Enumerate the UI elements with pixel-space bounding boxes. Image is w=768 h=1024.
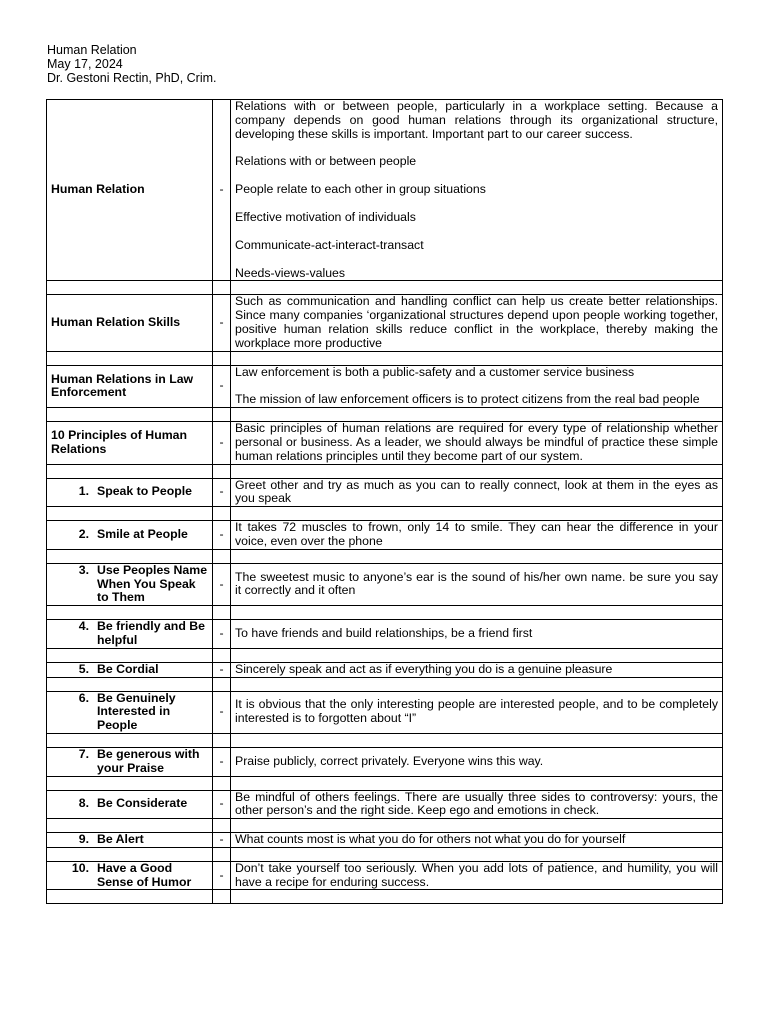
- separator-dash: -: [213, 295, 231, 351]
- separator-dash: -: [213, 662, 231, 677]
- principle-row: [47, 662, 723, 677]
- empty-cell: [213, 776, 231, 790]
- document-date: May 17, 2024: [47, 57, 123, 71]
- numbered-item: [51, 564, 208, 605]
- spacer-row: [47, 351, 723, 365]
- principle-title: Smile at People: [97, 527, 188, 542]
- principle-term-cell: [47, 478, 213, 507]
- spacer-row: [47, 606, 723, 620]
- empty-cell: [47, 507, 213, 521]
- spacer-row: [47, 819, 723, 833]
- principle-term-cell: [47, 521, 213, 550]
- definition-paragraph: Effective motivation of individuals: [235, 209, 416, 224]
- separator-dash: -: [213, 563, 231, 605]
- empty-cell: [231, 776, 723, 790]
- definition-paragraph: Communicate-act-interact-transact: [235, 237, 424, 252]
- principle-number: 9.: [78, 832, 89, 847]
- empty-cell: [47, 847, 213, 861]
- principle-row: [47, 620, 723, 649]
- principle-title: Be Alert: [97, 832, 144, 847]
- empty-cell: [47, 606, 213, 620]
- principle-row: [47, 521, 723, 550]
- separator-dash: -: [213, 691, 231, 733]
- empty-cell: [231, 890, 723, 904]
- empty-cell: [231, 408, 723, 422]
- principle-definition: What counts most is what you do for others not what you do for yourself: [231, 833, 723, 848]
- principle-term-cell: [47, 861, 213, 890]
- principle-row: [47, 478, 723, 507]
- empty-cell: [231, 677, 723, 691]
- document-author: Dr. Gestoni Rectin, PhD, Crim.: [47, 71, 217, 85]
- principle-definition: It is obvious that the only interesting people are interested people, and to be completely interested is to forgotten about “I”: [231, 691, 723, 733]
- empty-cell: [231, 606, 723, 620]
- principle-number: 8.: [78, 796, 89, 811]
- empty-cell: [213, 677, 231, 691]
- principle-definition: Praise publicly, correct privately. Everyone wins this way.: [231, 747, 723, 776]
- empty-cell: [47, 351, 213, 365]
- empty-cell: [47, 776, 213, 790]
- definition-cell: [231, 295, 723, 351]
- document-title: Human Relation: [47, 43, 137, 57]
- empty-cell: [213, 890, 231, 904]
- principle-number: 10.: [71, 860, 89, 875]
- empty-cell: [231, 549, 723, 563]
- principle-term-cell: [47, 790, 213, 819]
- principle-definition: It takes 72 muscles to frown, only 14 to smile. They can hear the difference in your voice, even over the phone: [231, 521, 723, 550]
- empty-cell: [213, 648, 231, 662]
- definition-paragraph: People relate to each other in group situations: [235, 182, 486, 197]
- principle-row: [47, 747, 723, 776]
- definition-paragraph: The mission of law enforcement officers is to protect citizens from the real bad people: [235, 392, 700, 407]
- spacer-row: [47, 776, 723, 790]
- numbered-item: [51, 862, 208, 890]
- separator-dash: -: [213, 833, 231, 848]
- principle-definition: The sweetest music to anyone’s ear is the sound of his/her own name. be sure you say it correctly and it often: [231, 563, 723, 605]
- definition-row: [47, 422, 723, 464]
- principle-title: Be friendly and Be helpful: [97, 619, 205, 647]
- principle-term-cell: [47, 691, 213, 733]
- principle-term-cell: [47, 563, 213, 605]
- empty-cell: [231, 733, 723, 747]
- principle-term-cell: [47, 662, 213, 677]
- definition-row: [47, 365, 723, 408]
- empty-cell: [213, 606, 231, 620]
- empty-cell: [231, 507, 723, 521]
- term-cell: Human Relation Skills: [47, 295, 213, 351]
- term-cell: Human Relations in Law Enforcement: [47, 365, 213, 408]
- empty-cell: [213, 847, 231, 861]
- separator-dash: -: [213, 790, 231, 819]
- definition-paragraph: Law enforcement is both a public-safety and a customer service business: [235, 364, 635, 379]
- principle-definition: Be mindful of others feelings. There are usually three sides to controversy: yours, the other person’s and the right side. Keep ego and emotions in check.: [231, 790, 723, 819]
- principle-row: [47, 563, 723, 605]
- definition-paragraph: Needs-views-values: [235, 265, 346, 280]
- definition-cell: [231, 365, 723, 408]
- empty-cell: [213, 408, 231, 422]
- term-cell: Human Relation: [47, 100, 213, 281]
- empty-cell: [213, 351, 231, 365]
- separator-dash: -: [213, 478, 231, 507]
- empty-cell: [47, 819, 213, 833]
- empty-cell: [47, 733, 213, 747]
- empty-cell: [213, 281, 231, 295]
- term-cell: 10 Principles of Human Relations: [47, 422, 213, 464]
- empty-cell: [47, 408, 213, 422]
- definition-paragraph: Such as communication and handling conflict can help us create better relationships. Since many companies ‘organizational structures depend upon people working together, positive human relation skills reduce conflict in the workplace, thereby making the workplace more productive: [235, 294, 718, 350]
- spacer-row: [47, 890, 723, 904]
- empty-cell: [213, 819, 231, 833]
- principle-title: Use Peoples Name When You Speak to Them: [97, 562, 208, 605]
- principle-term-cell: [47, 747, 213, 776]
- numbered-item: [51, 663, 208, 677]
- empty-cell: [213, 507, 231, 521]
- principle-row: [47, 833, 723, 848]
- definition-paragraph: Relations with or between people: [235, 154, 417, 169]
- empty-cell: [231, 351, 723, 365]
- empty-cell: [47, 677, 213, 691]
- spacer-row: [47, 677, 723, 691]
- empty-cell: [213, 464, 231, 478]
- empty-cell: [47, 890, 213, 904]
- principle-number: 6.: [78, 690, 89, 705]
- empty-cell: [47, 549, 213, 563]
- empty-cell: [231, 281, 723, 295]
- numbered-item: [51, 833, 208, 847]
- principle-term-cell: [47, 833, 213, 848]
- spacer-row: [47, 648, 723, 662]
- principle-title: Have a Good Sense of Humor: [97, 860, 192, 889]
- principle-term-cell: [47, 620, 213, 649]
- spacer-row: [47, 281, 723, 295]
- document-header: [47, 43, 217, 85]
- empty-cell: [213, 549, 231, 563]
- definitions-table: [46, 99, 723, 904]
- principle-definition: Greet other and try as much as you can to really connect, look at them in the eyes as you speak: [231, 478, 723, 507]
- principle-number: 1.: [78, 484, 89, 499]
- definition-cell: [231, 422, 723, 464]
- spacer-row: [47, 847, 723, 861]
- definition-paragraph: Basic principles of human relations are required for every type of relationship whether personal or business. As a leader, we should always be mindful of practice these simple human relations principles until they become part of our system.: [235, 421, 718, 463]
- definition-paragraph: Relations with or between people, particularly in a workplace setting. Because a company depends on good human relations through its organizational structure, developing these skills is important. Important part to our career success.: [235, 99, 718, 141]
- principle-title: Be Cordial: [97, 661, 159, 676]
- empty-cell: [231, 648, 723, 662]
- numbered-item: [51, 620, 208, 648]
- principle-definition: To have friends and build relationships, be a friend first: [231, 620, 723, 649]
- empty-cell: [47, 648, 213, 662]
- empty-cell: [231, 847, 723, 861]
- empty-cell: [231, 464, 723, 478]
- numbered-item: [51, 485, 208, 499]
- principle-row: [47, 790, 723, 819]
- separator-dash: -: [213, 747, 231, 776]
- principle-title: Be Considerate: [97, 796, 188, 811]
- empty-cell: [231, 819, 723, 833]
- separator-dash: -: [213, 365, 231, 408]
- principle-number: 7.: [78, 746, 89, 761]
- principle-definition: Don’t take yourself too seriously. When you add lots of patience, and humility, you will have a recipe for enduring success.: [231, 861, 723, 890]
- principle-number: 2.: [78, 527, 89, 542]
- principle-title: Be generous with your Praise: [97, 746, 200, 775]
- separator-dash: -: [213, 620, 231, 649]
- principle-number: 4.: [78, 619, 89, 634]
- numbered-item: [51, 528, 208, 542]
- principle-number: 3.: [78, 562, 89, 577]
- empty-cell: [213, 733, 231, 747]
- separator-dash: -: [213, 422, 231, 464]
- principle-definition: Sincerely speak and act as if everything you do is a genuine pleasure: [231, 662, 723, 677]
- principle-title: Speak to People: [97, 484, 192, 499]
- numbered-item: [51, 748, 208, 776]
- separator-dash: -: [213, 861, 231, 890]
- principle-row: [47, 861, 723, 890]
- numbered-item: [51, 797, 208, 811]
- definition-row: [47, 100, 723, 281]
- numbered-item: [51, 692, 208, 733]
- principle-row: [47, 691, 723, 733]
- principle-title: Be Genuinely Interested in People: [97, 690, 176, 733]
- separator-dash: -: [213, 521, 231, 550]
- definition-row: [47, 295, 723, 351]
- spacer-row: [47, 733, 723, 747]
- definition-cell: [231, 100, 723, 281]
- principle-number: 5.: [78, 661, 89, 676]
- spacer-row: [47, 408, 723, 422]
- separator-dash: -: [213, 100, 231, 281]
- empty-cell: [47, 281, 213, 295]
- empty-cell: [47, 464, 213, 478]
- spacer-row: [47, 507, 723, 521]
- spacer-row: [47, 549, 723, 563]
- spacer-row: [47, 464, 723, 478]
